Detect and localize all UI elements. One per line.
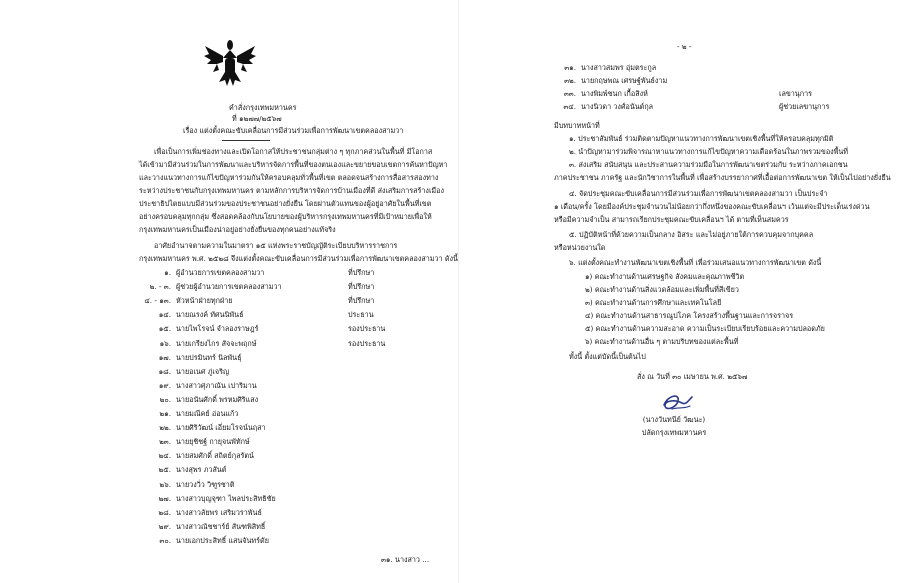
member-role: ผู้ช่วยเลขานุการ [779,102,830,111]
member-name: นางสาวลัยพร เสริมวราพันธ์ [176,507,262,517]
member-name: นางนิวดา วงศ์อนันต์กุล [581,102,654,111]
member-name: หัวหน้าฝ่ายทุกฝ่าย [176,296,233,306]
preamble-line: เพื่อเป็นการเพิ่มช่องทางและเปิดโอกาสให้ประชาชนกลุ่มต่าง ๆ ทุกภาคส่วนในพื้นที่ มีโอกาส [154,147,433,156]
member-number: ๑๕. [158,324,171,334]
authority-line: กรุงเทพมหานคร พ.ศ. ๒๕๒๘ จึงแต่งตั้งคณะขับเคลื่อนการมีส่วนร่วมเพื่อการพัฒนาเขตคลองสามวา ดังนี้ [139,254,458,263]
working-group-item: ๖) คณะทำงานด้านอื่น ๆ ตามบริบทของแต่ละพื้นที่ [585,337,739,346]
member-name: นายอนันศักดิ์ พรหมศิริแสง [176,394,259,404]
working-group-item: ๕) คณะทำงานด้านความสะอาด ความเป็นระเบียบเรียบร้อยและความปลอดภัย [585,324,825,333]
member-number: ๒๒. [159,423,171,433]
member-number: ๒๕. [158,465,171,475]
member-role: ประธาน [348,310,374,320]
duties-heading: มีบทบาทหน้าที่ [554,121,600,130]
member-role: ที่ปรึกษา [348,296,375,306]
member-name: นายสมศักดิ์ สถิตย์กุลรัตน์ [176,451,254,461]
member-number: ๓๒. [564,76,576,85]
authority-line: อาศัยอำนาจตามความในมาตรา ๑๕ แห่งพระราชบัญญัติระเบียบบริหารราชการ [154,241,398,250]
order-date: สั่ง ณ วันที่ ๓๐ เมษายน พ.ศ. ๒๕๖๗ [637,372,748,381]
member-role: รองประธาน [348,338,386,348]
duty-line: หรือหน่วยงานใด [554,243,606,252]
member-role: เลขานุการ [779,89,812,98]
working-group-item: ๓) คณะทำงานด้านการศึกษาและเทคโนโลยี [585,298,722,307]
member-name: นายเกรียงไกร สัจจะพฤกษ์ [176,338,257,348]
member-number: ๒๖. [159,479,171,489]
page-one [0,0,458,583]
member-role: ที่ปรึกษา [348,268,375,277]
member-number: ๒๘. [158,507,171,517]
member-number: ๓๓. [563,89,576,98]
member-number: ๒๔. [158,451,171,461]
member-role: ที่ปรึกษา [348,282,375,292]
member-name: นายอเนศ ภู่เจริญ [176,366,230,376]
member-name: ผู้อำนวยการเขตคลองสามวา [176,268,265,277]
member-number: ๒. - ๓. [149,282,171,292]
garuda-emblem [203,38,257,88]
duty-line: ๕. ปฏิบัติหน้าที่ด้วยความเป็นกลาง อิสระ และไม่อยู่ภายใต้การควบคุมจากบุคคล [569,230,814,239]
continuation-note: ๓๑. นางสาว ... [381,555,430,564]
member-number: ๒๗. [158,493,171,503]
member-number: ๑๙. [158,380,171,390]
member-name: นางสาวบุญจุฑา ไพลประสิทธิชัย [176,493,276,503]
duty-line: ๔. จัดประชุมคณะขับเคลื่อนการมีส่วนร่วมเพื่อการพัฒนาเขตคลองสามวา เป็นประจำ [569,189,828,198]
member-number: ๑. [164,268,171,277]
member-number: ๑๔. [158,310,171,320]
member-name: นางสุพร ภวสันต์ [176,465,227,475]
duty-line: ภาคประชาชน ภาครัฐ และนักวิชาการในพื้นที่ เพื่อสร้างบรรยากาศที่เอื้อต่อการพัฒนาเขต ให้เป็นไปอย่างยั่งยืน [554,173,891,182]
working-group-item: ๒) คณะทำงานด้านสิ่งแวดล้อมและเพิ่มพื้นที่สีเขียว [585,285,739,294]
member-number: ๒๓. [159,437,171,447]
subject-divider [222,140,270,141]
duty-line: ๑ เดือน/ครั้ง โดยมีองค์ประชุมจำนวนไม่น้อยกว่ากึ่งหนึ่งของคณะขับเคลื่อนฯ เว้นแต่จะมีประเด็นเร่งด่วน [554,202,870,211]
duty-line: หรือมีความจำเป็น สามารถเรียกประชุมคณะขับเคลื่อนฯ ได้ ตามที่เห็นสมควร [554,215,789,224]
signer-name: (นางวันทนีย์ วัฒนะ) [642,415,706,424]
duty-line: ๖. แต่งตั้งคณะทำงานพัฒนาเขตเชิงพื้นที่ เพื่อร่วมเสนอแนวทางการพัฒนาเขต ดังนี้ [569,258,822,267]
page-number: - ๒ - [677,42,692,51]
member-name: นายวงวิ่ว วิฑูรชาติ [176,479,235,489]
preamble-line: กรุงเทพมหานครเป็นเมืองน่าอยู่อย่างยั่งยืนของทุกคนอย่างแท้จริง [139,225,336,234]
member-name: นางพิมพ์ชนก เกื้อสิงห์ [581,89,648,98]
member-number: ๑๖. [159,338,171,348]
member-number: ๑๘. [158,366,171,376]
member-number: ๓๑. [564,63,576,72]
duty-line: ๒. นำปัญหามาร่วมพิจารณาหาแนวทางการแก้ไขปัญหาความเดือดร้อนในภาพรวมของพื้นที่ [569,147,849,156]
preamble-line: ได้เข้ามามีส่วนร่วมในการพัฒนาและบริหารจัดการพื้นที่ของตนเองและขยายขอบเขตการค้นหาปัญหา [139,160,448,169]
member-number: ๓๐. [159,535,171,545]
preamble-line: ประชาธิปไตยแบบมีส่วนร่วมของประชาชนอย่างยั่งยืน โดยผ่านตัวแทนของผู้อยู่อาศัยในพื้นที่เขต [139,199,432,208]
member-name: นายเอกประสิทธิ์ แสนจันทร์ดัย [176,535,269,545]
order-subject: เรื่อง แต่งตั้งคณะขับเคลื่อนการมีส่วนร่วมเพื่อการพัฒนาเขตคลองสามวา [183,126,404,135]
member-number: ๓๔. [563,102,576,111]
member-number: ๒๙. [158,521,171,531]
member-number: ๑๗. [158,352,171,362]
member-name: นายยุชิชฐ์ กายุจนพัทักษ์ [176,437,250,447]
member-name: นายมณีคย์ อ่อนแก้ว [176,409,239,418]
working-group-item: ๔) คณะทำงานด้านสาธารณูปโภค โครงสร้างพื้นฐานและการจราจร [585,311,794,320]
preamble-line: ระหว่างประชาชนกับกรุงเทพมหานคร ตามหลักการบริหารจัดการบ้านเมืองที่ดี ส่งเสริมการสร้างเมือง [139,186,444,195]
member-name: นายณรงค์ ทัศนนิพันธ์ [176,310,244,320]
duty-line: ๑. ประชาสัมพันธ์ ร่วมติดตามปัญหาแนวทางการพัฒนาเขตเชิงพื้นที่ให้ครอบคลุมทุกมิติ [569,134,834,143]
preamble-line: และวางแนวทางการแก้ไขปัญหาร่วมกันให้ครอบคลุมทั่วพื้นที่เขต ตลอดจนสร้างการสื่อสารสองทาง [139,173,439,182]
effective-clause: ทั้งนี้ ตั้งแต่บัดนี้เป็นต้นไป [569,352,646,361]
member-name: นางสาวณัชชาร์ย์ สันฑพิสิทธิ์ [176,521,266,531]
issuer-heading: คำสั่งกรุงเทพมหานคร [229,103,297,112]
handwritten-signature [658,391,698,415]
order-number: ที่ ๑๒๗๗/๒๕๖๗ [232,114,282,123]
member-name: นายกฤษพณ เศรษฐ์พันธ์งาม [581,76,668,85]
member-name: นางสาวสมพร อุ่มตระกูล [581,63,657,72]
member-name: นายไพโรจน์ จำลองราษฎร์ [176,324,259,334]
page-two [459,0,917,583]
preamble-line: อย่างครอบคลุมทุกกลุ่ม ซึ่งสอดคล้องกับนโยบายของผู้บริหารกรุงเทพมหานครที่มีเป้าหมายเพื่อให้ [139,212,432,221]
member-role: รองประธาน [348,324,386,334]
member-name: นายศิริวัฒน์ เอี่ยมโรจน์นฤสา [176,423,266,433]
duty-line: ๓. ส่งเสริม สนับสนุน และประสานความร่วมมือในการพัฒนาเขตร่วมกับ ระหว่างภาคเอกชน [569,160,848,169]
member-name: ผู้ช่วยผู้อำนวยการเขตคลองสามวา [176,282,282,292]
member-name: นางสาวศุภาณัน เปาริมาน [176,380,257,390]
member-name: นายปรมินทร์ นิลพันธุ์ [176,352,242,362]
member-number: ๔. - ๑๓. [144,296,171,306]
member-number: ๒๑. [159,409,171,418]
member-number: ๒๐. [159,394,171,404]
signer-title: ปลัดกรุงเทพมหานคร [641,428,707,437]
working-group-item: ๑) คณะทำงานด้านเศรษฐกิจ สังคมและคุณภาพชีวิต [585,272,745,281]
